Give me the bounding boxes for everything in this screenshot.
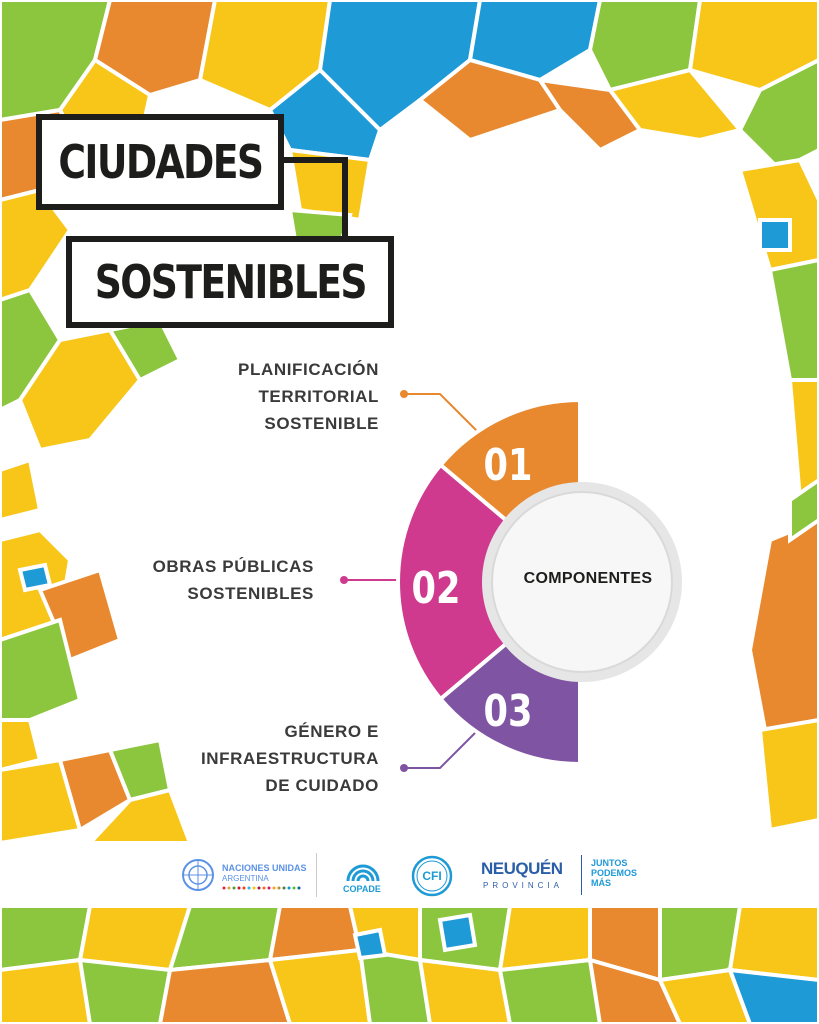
un-emblem-icon (178, 857, 218, 893)
segment-number-02: 02 (411, 563, 461, 615)
label-03-line: INFRAESTRUCTURA (200, 749, 379, 768)
center-label: COMPONENTES (523, 570, 653, 587)
component-label-02 (153, 553, 314, 607)
slogan-line: MÁS (591, 878, 611, 888)
sdg-color-dots (222, 886, 304, 890)
connector-line-03 (404, 730, 478, 768)
logo-footer (0, 843, 819, 906)
cfi-name: CFI (422, 869, 442, 883)
label-02-line: OBRAS PÚBLICAS (152, 557, 314, 576)
connector-dot-02 (340, 576, 348, 584)
component-label-03 (201, 718, 379, 799)
label-01-line: TERRITORIAL (258, 387, 379, 406)
label-03-line: GÉNERO E (284, 722, 379, 741)
title-line-2: SOSTENIBLES (94, 255, 366, 309)
un-country: ARGENTINA (222, 874, 269, 883)
label-01-line: PLANIFICACIÓN (238, 360, 379, 379)
slogan-divider (581, 855, 582, 895)
connector-line-01 (404, 394, 478, 432)
slogan-line: JUNTOS (591, 858, 628, 868)
slogan (591, 858, 637, 888)
copade-name: COPADE (343, 884, 381, 894)
slogan-line: PODEMOS (591, 868, 638, 878)
title-line-1: CIUDADES (58, 135, 262, 189)
copade-emblem-icon (344, 855, 382, 883)
segment-number-01: 01 (483, 440, 533, 492)
un-name: NACIONES UNIDAS (222, 863, 307, 873)
label-03-line: DE CUIDADO (265, 776, 379, 795)
neuquen-name: NEUQUÉN (481, 859, 563, 878)
segment-number-03: 03 (483, 686, 533, 738)
connector-dot-01 (400, 390, 408, 398)
connector-dot-03 (400, 764, 408, 772)
neuquen-sub: PROVINCIA (483, 881, 564, 890)
component-label-01 (238, 356, 379, 437)
label-01-line: SOSTENIBLE (264, 414, 379, 433)
label-02-line: SOSTENIBLES (187, 584, 314, 603)
logo-divider (316, 853, 317, 897)
